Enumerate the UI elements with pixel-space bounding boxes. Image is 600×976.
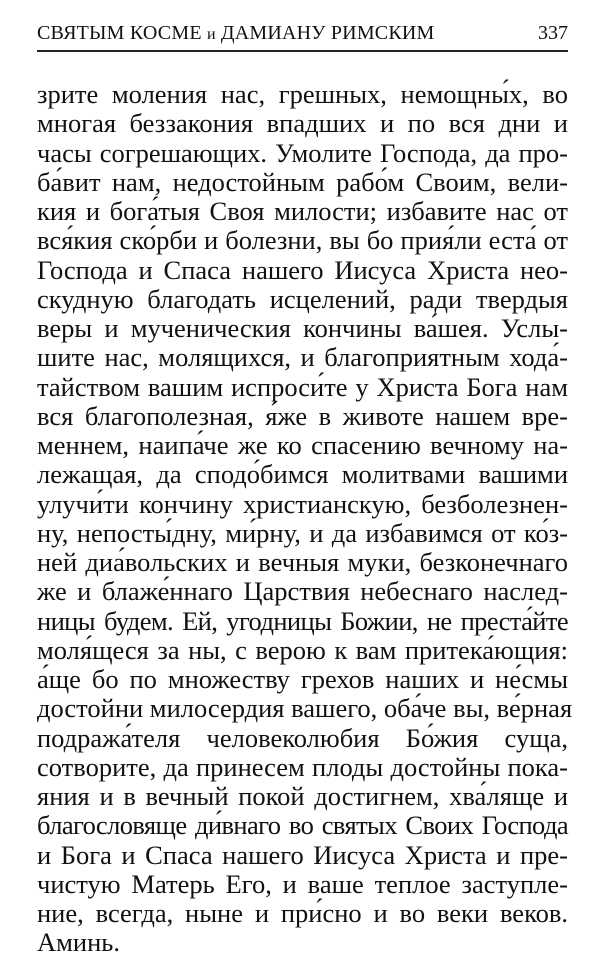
text-line: шите нас, молящихся, и благоприятным хода́- — [37, 342, 568, 373]
text-line: благословяще ди́внаго во святых Своих Господа — [37, 810, 568, 841]
text-line: а́ще бо по множеству грехов наших и не́смы — [37, 664, 568, 694]
text-line: моля́щеся за ны, с верою к вам притека́ющия: — [37, 634, 568, 665]
text-line: и Бога и Спаса нашего Иисуса Христа и пре- — [37, 839, 568, 870]
text-line: подража́теля человеколюбия Бо́жия суща, — [37, 722, 568, 753]
text-line: многая беззакония впадших и по вся дни и — [37, 108, 568, 139]
text-line: ней диа́вольских и вечныя муки, безконечнаго — [37, 547, 568, 577]
running-header — [37, 20, 568, 52]
text-line: сотворите, да принесем плоды достойны пока- — [37, 751, 568, 782]
text-line: ницы будем. Ей, угодницы Божии, не преста́йте — [37, 605, 568, 636]
text-line: часы согрешающих. Умолите Господа, да про- — [37, 137, 568, 168]
text-line: Господа и Спаса нашего Иисуса Христа нео- — [37, 254, 568, 285]
text-line: меннем, наипа́че же ко спасению вечному на- — [37, 430, 568, 460]
text-line: зрите моления нас, грешных, немощны́х, во — [37, 79, 568, 109]
running-title — [37, 22, 435, 45]
text-line: веры и мученическия кончины ва́шея. Услы- — [37, 313, 568, 343]
page-number: 337 — [538, 22, 568, 44]
text-line: достойни милосердия вашего, оба́че вы, ве́рная — [37, 693, 573, 724]
text-line: вся́кия ско́рби и болезни, вы бо прия́ли еста́ от — [37, 225, 568, 256]
text-line: лежащая, да сподо́бимся молитвами вашими — [37, 459, 568, 490]
title-conjunction: и — [206, 26, 216, 43]
text-line: тайством вашим испроси́те у Христа Бога нам — [37, 371, 568, 402]
text-line: вся благополезная, я́же в животе нашем вре- — [37, 400, 568, 431]
title-part: СВЯТЫМ КОСМЕ — [37, 22, 207, 44]
text-line: ба́вит нам, недостойным рабо́м Своим, вели- — [37, 166, 568, 197]
text-line: ние, всегда, ныне и при́сно и во веки веков. — [37, 898, 568, 928]
text-line: скудную благодать исцелений, ради твердыя — [37, 283, 568, 314]
text-line: чистую Матерь Его, и ваше теплое заступле- — [37, 868, 568, 899]
title-part: ДАМИАНУ РИМСКИМ — [215, 22, 435, 44]
text-line: кия и бога́тыя Своя милости; избавите нас от — [37, 196, 568, 226]
text-line: ну, непосты́дну, ми́рну, и да избавимся от ко́з- — [37, 517, 568, 548]
text-line: же и блаже́ннаго Царствия небеснаго наслед- — [37, 576, 568, 607]
text-line: улучи́ти кончину христианскую, безболезнен- — [37, 488, 568, 519]
prayer-text — [37, 79, 573, 958]
text-line: яния и в вечный покой достигнем, хва́ляще и — [37, 781, 568, 811]
text-line: Аминь. — [37, 927, 120, 958]
